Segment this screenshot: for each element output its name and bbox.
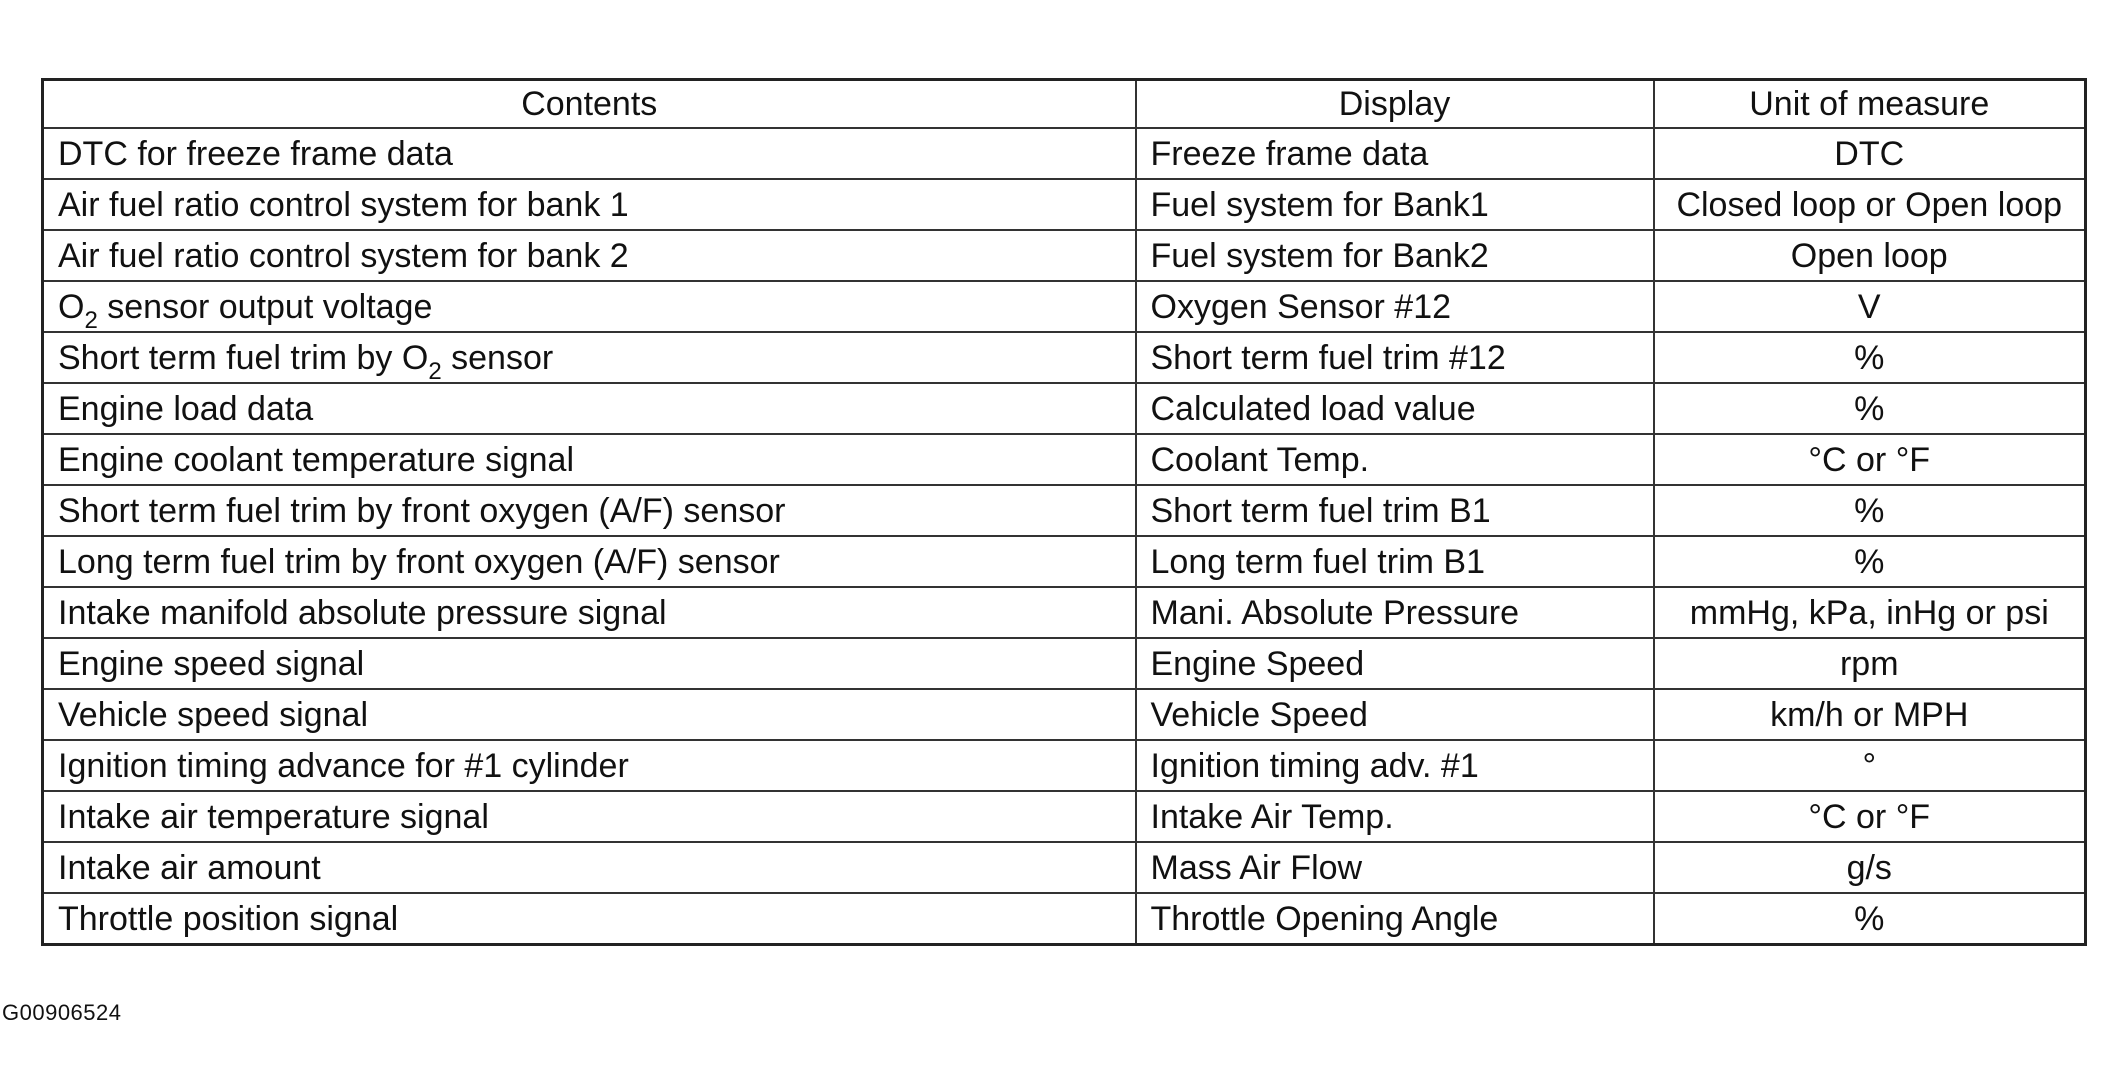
contents-text: sensor output voltage: [97, 287, 433, 326]
subscript: 2: [428, 357, 442, 383]
cell-unit: °: [1654, 740, 2086, 791]
cell-contents: Long term fuel trim by front oxygen (A/F) sensor: [43, 536, 1136, 587]
cell-contents: Throttle position signal: [43, 893, 1136, 945]
cell-unit: %: [1654, 485, 2086, 536]
cell-unit: rpm: [1654, 638, 2086, 689]
data-table: [41, 78, 2087, 946]
cell-display: Short term fuel trim #12: [1136, 332, 1654, 383]
cell-display: Fuel system for Bank2: [1136, 230, 1654, 281]
subscript: 2: [84, 306, 98, 332]
cell-display: Engine Speed: [1136, 638, 1654, 689]
cell-contents: Intake air temperature signal: [43, 791, 1136, 842]
cell-contents: Air fuel ratio control system for bank 1: [43, 179, 1136, 230]
table-row: [43, 281, 2086, 332]
table-row: [43, 179, 2086, 230]
table-row: [43, 128, 2086, 179]
cell-unit: °C or °F: [1654, 791, 2086, 842]
cell-contents: Air fuel ratio control system for bank 2: [43, 230, 1136, 281]
cell-unit: g/s: [1654, 842, 2086, 893]
cell-display: Calculated load value: [1136, 383, 1654, 434]
cell-contents: Engine load data: [43, 383, 1136, 434]
cell-unit: °C or °F: [1654, 434, 2086, 485]
table-row: [43, 485, 2086, 536]
cell-unit: Open loop: [1654, 230, 2086, 281]
cell-unit: %: [1654, 893, 2086, 945]
cell-unit: mmHg, kPa, inHg or psi: [1654, 587, 2086, 638]
cell-unit: %: [1654, 332, 2086, 383]
table-row: [43, 587, 2086, 638]
cell-unit: V: [1654, 281, 2086, 332]
cell-display: Long term fuel trim B1: [1136, 536, 1654, 587]
cell-display: Freeze frame data: [1136, 128, 1654, 179]
cell-contents: DTC for freeze frame data: [43, 128, 1136, 179]
cell-contents: Vehicle speed signal: [43, 689, 1136, 740]
cell-contents: Short term fuel trim by front oxygen (A/F) sensor: [43, 485, 1136, 536]
header-display: Display: [1136, 80, 1654, 129]
table-row: [43, 689, 2086, 740]
cell-contents: [43, 281, 1136, 332]
cell-contents: Intake manifold absolute pressure signal: [43, 587, 1136, 638]
cell-contents: Engine speed signal: [43, 638, 1136, 689]
cell-display: Mass Air Flow: [1136, 842, 1654, 893]
header-unit: Unit of measure: [1654, 80, 2086, 129]
contents-text: Short term fuel trim by O: [58, 338, 429, 377]
contents-text: O: [58, 287, 85, 326]
cell-display: Mani. Absolute Pressure: [1136, 587, 1654, 638]
cell-unit: DTC: [1654, 128, 2086, 179]
table-row: [43, 536, 2086, 587]
header-contents: Contents: [43, 80, 1136, 129]
cell-display: Coolant Temp.: [1136, 434, 1654, 485]
table-row: [43, 638, 2086, 689]
table-row: [43, 230, 2086, 281]
table-row: [43, 842, 2086, 893]
cell-unit: %: [1654, 383, 2086, 434]
table-header-row: [43, 80, 2086, 129]
contents-text: sensor: [441, 338, 554, 377]
cell-display: Ignition timing adv. #1: [1136, 740, 1654, 791]
table-row: [43, 332, 2086, 383]
cell-display: Intake Air Temp.: [1136, 791, 1654, 842]
table-row: [43, 791, 2086, 842]
cell-contents: Ignition timing advance for #1 cylinder: [43, 740, 1136, 791]
cell-unit: Closed loop or Open loop: [1654, 179, 2086, 230]
table-row: [43, 740, 2086, 791]
cell-unit: km/h or MPH: [1654, 689, 2086, 740]
table-row: [43, 893, 2086, 945]
cell-display: Short term fuel trim B1: [1136, 485, 1654, 536]
cell-unit: %: [1654, 536, 2086, 587]
figure-code: G00906524: [2, 1000, 122, 1025]
cell-contents: Intake air amount: [43, 842, 1136, 893]
table-row: [43, 383, 2086, 434]
cell-contents: Engine coolant temperature signal: [43, 434, 1136, 485]
cell-display: Vehicle Speed: [1136, 689, 1654, 740]
cell-display: Fuel system for Bank1: [1136, 179, 1654, 230]
cell-contents: [43, 332, 1136, 383]
table-row: [43, 434, 2086, 485]
cell-display: Throttle Opening Angle: [1136, 893, 1654, 945]
cell-display: Oxygen Sensor #12: [1136, 281, 1654, 332]
